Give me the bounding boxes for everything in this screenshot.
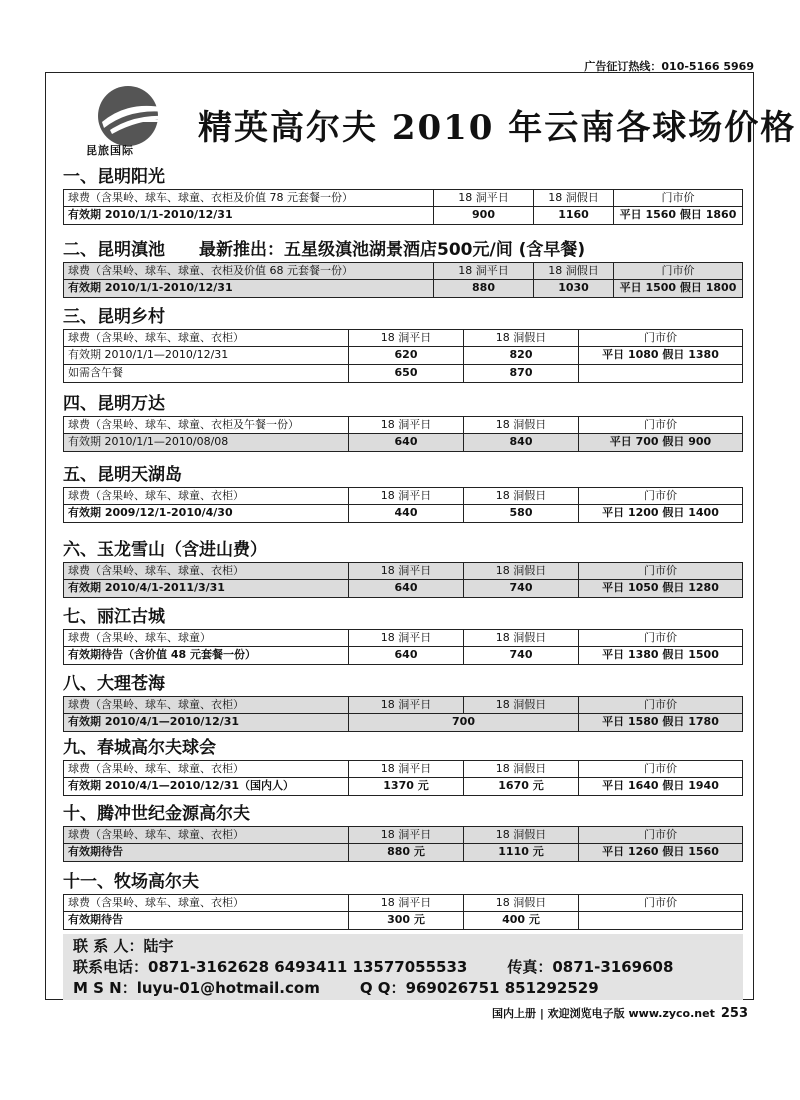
section-6 <box>63 538 743 598</box>
section-title-text: 六、玉龙雪山（含进山费） <box>63 540 267 560</box>
table-cell-c3: 18 洞假日 <box>464 630 579 646</box>
contact-person: 陆宇 <box>143 937 174 955</box>
table-cell-c4: 门市价 <box>661 264 695 277</box>
table-cell-c2: 18 洞平日 <box>349 417 464 433</box>
section-4 <box>63 392 743 452</box>
table-header-row <box>63 262 743 280</box>
table-cell-c3: 580 <box>464 505 579 522</box>
table-cell-c1: 球费（含果岭、球车、球童、衣柜） <box>64 488 349 504</box>
table-cell-c1: 球费（含果岭、球车、球童、衣柜及价值 68 元套餐一份） <box>64 263 434 279</box>
table-cell-c4: 平日 1080 假日 1380 <box>602 348 719 361</box>
section-title <box>63 392 743 416</box>
table-cell-c3: 18 洞假日 <box>464 895 579 911</box>
table-cell-c2: 640 <box>349 580 464 597</box>
contact-box <box>63 934 743 1000</box>
table-cell-c4 <box>579 365 742 382</box>
section-title <box>63 165 743 189</box>
section-5 <box>63 463 743 523</box>
table-cell-c2: 18 洞平日 <box>349 563 464 579</box>
page-title: 精英高尔夫 2010 年云南各球场价格 <box>198 108 797 148</box>
table-cell-c3: 18 洞假日 <box>464 330 579 346</box>
table-cell-c2: 18 洞平日 <box>434 263 534 279</box>
table-cell-c2: 650 <box>349 365 464 382</box>
section-title <box>63 802 743 826</box>
table-cell-c3: 18 洞假日 <box>534 190 614 206</box>
contact-msn-label: M S N： <box>73 979 137 997</box>
table-cell-c4: 平日 1640 假日 1940 <box>602 779 719 792</box>
section-title-text: 一、昆明阳光 <box>63 167 165 187</box>
section-title <box>63 538 743 562</box>
table-cell-c1: 球费（含果岭、球车、球童、衣柜） <box>64 827 349 843</box>
page-number: 253 <box>720 1006 748 1021</box>
table-cell-c2: 440 <box>349 505 464 522</box>
table-cell-c2: 18 洞平日 <box>349 761 464 777</box>
table-cell-c2: 18 洞平日 <box>434 190 534 206</box>
table-row <box>63 505 743 523</box>
section-title-text: 八、大理苍海 <box>63 674 165 694</box>
section-3 <box>63 305 743 383</box>
table-row <box>63 778 743 796</box>
section-title-text: 四、昆明万达 <box>63 394 165 414</box>
table-row <box>63 912 743 930</box>
table-cell-c1: 有效期待告（含价值 48 元套餐一份） <box>64 647 349 664</box>
table-row <box>63 714 743 732</box>
contact-person-label: 联 系 人： <box>73 937 144 955</box>
table-cell-c2: 18 洞平日 <box>349 330 464 346</box>
table-cell-c1: 有效期待告 <box>64 844 349 861</box>
table-header-row <box>63 696 743 714</box>
table-cell-c4: 门市价 <box>644 564 677 577</box>
table-cell-c4: 平日 1560 假日 1860 <box>619 208 737 221</box>
table-cell-c2: 640 <box>349 647 464 664</box>
table-header-row <box>63 487 743 505</box>
table-cell-c4: 平日 1500 假日 1800 <box>619 281 737 294</box>
section-title-text: 十、腾冲世纪金源高尔夫 <box>63 804 250 824</box>
section-title-text: 二、昆明滇池 <box>63 240 165 260</box>
section-9 <box>63 736 743 796</box>
table-cell-c3: 740 <box>464 580 579 597</box>
table-cell-c1: 球费（含果岭、球车、球童、衣柜） <box>64 330 349 346</box>
table-cell-c2: 900 <box>434 207 534 224</box>
table-cell-c4: 平日 1260 假日 1560 <box>602 845 719 858</box>
contact-phone: 0871-3162628 6493411 13577055533 <box>148 958 468 976</box>
table-cell-c1: 球费（含果岭、球车、球童、衣柜） <box>64 895 349 911</box>
table-header-row <box>63 189 743 207</box>
table-cell-c1: 球费（含果岭、球车、球童、衣柜） <box>64 563 349 579</box>
section-title-text: 七、丽江古城 <box>63 607 165 627</box>
table-cell-c1: 有效期 2010/4/1-2011/3/31 <box>64 580 349 597</box>
table-cell-c2: 640 <box>349 434 464 451</box>
table-cell-c1: 球费（含果岭、球车、球童、衣柜及价值 78 元套餐一份） <box>64 190 434 206</box>
section-2 <box>63 238 743 298</box>
table-cell-c4: 平日 1380 假日 1500 <box>602 648 719 661</box>
table-row <box>63 647 743 665</box>
table-header-row <box>63 329 743 347</box>
table-cell-merged: 700 <box>349 714 579 731</box>
section-title <box>63 605 743 629</box>
table-cell-c4: 平日 1580 假日 1780 <box>602 715 719 728</box>
section-title <box>63 870 743 894</box>
section-title-text: 三、昆明乡村 <box>63 307 165 327</box>
table-cell-c1: 有效期 2010/4/1—2010/12/31（国内人） <box>64 778 349 795</box>
table-cell-c4: 门市价 <box>644 331 677 344</box>
section-7 <box>63 605 743 665</box>
table-header-row <box>63 562 743 580</box>
table-cell-c1: 有效期待告 <box>64 912 349 929</box>
table-cell-c3: 840 <box>464 434 579 451</box>
table-cell-c4: 平日 1200 假日 1400 <box>602 506 719 519</box>
table-cell-c3: 18 洞假日 <box>464 761 579 777</box>
table-cell-c3: 18 洞假日 <box>464 488 579 504</box>
ad-hotline: 广告征订热线：010-5166 5969 <box>584 60 754 73</box>
contact-msn: luyu-01@hotmail.com <box>136 979 320 997</box>
table-cell-c1: 有效期 2009/12/1-2010/4/30 <box>64 505 349 522</box>
table-cell-c3: 18 洞假日 <box>464 417 579 433</box>
section-title-text: 五、昆明天湖岛 <box>63 465 182 485</box>
section-10 <box>63 802 743 862</box>
table-cell-c4: 门市价 <box>644 418 677 431</box>
section-title-text: 九、春城高尔夫球会 <box>63 738 216 758</box>
contact-fax: 0871-3169608 <box>552 958 674 976</box>
table-cell-c1: 有效期 2010/1/1—2010/12/31 <box>64 347 349 364</box>
table-cell-c1: 球费（含果岭、球车、球童） <box>64 630 349 646</box>
contact-fax-label: 传真： <box>507 958 553 976</box>
table-cell-c2: 620 <box>349 347 464 364</box>
table-cell-c3: 740 <box>464 647 579 664</box>
table-cell-c3: 1160 <box>534 207 614 224</box>
table-cell-c2: 18 洞平日 <box>349 697 464 713</box>
table-header-row <box>63 894 743 912</box>
table-cell-c4: 门市价 <box>644 828 677 841</box>
table-cell-c3: 18 洞假日 <box>534 263 614 279</box>
table-row <box>63 347 743 365</box>
table-row <box>63 580 743 598</box>
table-cell-c3: 1670 元 <box>464 778 579 795</box>
footer-text: 国内上册 | 欢迎浏览电子版 www.zyco.net <box>492 1007 715 1020</box>
table-cell-c2: 18 洞平日 <box>349 827 464 843</box>
table-cell-c4: 门市价 <box>661 191 695 204</box>
table-cell-c3: 870 <box>464 365 579 382</box>
table-cell-c3: 1030 <box>534 280 614 297</box>
table-row <box>63 207 743 225</box>
table-cell-c3: 1110 元 <box>464 844 579 861</box>
section-title <box>63 672 743 696</box>
section-8 <box>63 672 743 732</box>
table-cell-c1: 有效期 2010/1/1—2010/08/08 <box>64 434 349 451</box>
contact-qq: 969026751 851292529 <box>405 979 599 997</box>
table-row <box>63 434 743 452</box>
table-cell-c1: 球费（含果岭、球车、球童、衣柜及午餐一份） <box>64 417 349 433</box>
table-cell-c3: 820 <box>464 347 579 364</box>
table-header-row <box>63 826 743 844</box>
table-cell-c2: 18 洞平日 <box>349 488 464 504</box>
table-cell-c3: 18 洞假日 <box>464 697 579 713</box>
table-header-row <box>63 416 743 434</box>
table-cell-c1: 有效期 2010/1/1-2010/12/31 <box>64 280 434 297</box>
table-cell-c2: 880 元 <box>349 844 464 861</box>
section-1 <box>63 165 743 225</box>
section-title <box>63 305 743 329</box>
table-cell-c2: 300 元 <box>349 912 464 929</box>
section-title-text: 十一、牧场高尔夫 <box>63 872 199 892</box>
section-11 <box>63 870 743 930</box>
section-promo: 最新推出：五星级滇池湖景酒店500元/间 (含早餐) <box>199 240 586 260</box>
table-cell-c4: 门市价 <box>644 896 677 909</box>
table-cell-c4 <box>579 912 742 929</box>
table-cell-c1: 有效期 2010/4/1—2010/12/31 <box>64 714 349 731</box>
table-cell-c1: 如需含午餐 <box>64 365 349 382</box>
table-cell-c2: 880 <box>434 280 534 297</box>
table-cell-c3: 18 洞假日 <box>464 563 579 579</box>
table-header-row <box>63 629 743 647</box>
table-cell-c2: 1370 元 <box>349 778 464 795</box>
table-cell-c1: 球费（含果岭、球车、球童、衣柜） <box>64 697 349 713</box>
page-footer <box>492 1005 748 1021</box>
table-row <box>63 844 743 862</box>
table-cell-c3: 18 洞假日 <box>464 827 579 843</box>
section-title <box>63 736 743 760</box>
contact-phone-label: 联系电话： <box>73 958 149 976</box>
table-header-row <box>63 760 743 778</box>
table-cell-c1: 有效期 2010/1/1-2010/12/31 <box>64 207 434 224</box>
table-cell-c4: 平日 1050 假日 1280 <box>602 581 719 594</box>
table-row <box>63 280 743 298</box>
table-cell-c4: 门市价 <box>644 489 677 502</box>
table-cell-c4: 平日 700 假日 900 <box>609 435 712 448</box>
table-cell-c3: 400 元 <box>464 912 579 929</box>
section-title <box>63 238 743 262</box>
contact-qq-label: Q Q： <box>359 979 406 997</box>
table-cell-c4: 门市价 <box>644 762 677 775</box>
table-row <box>63 365 743 383</box>
table-cell-c2: 18 洞平日 <box>349 895 464 911</box>
logo-text: 昆旅国际 <box>86 144 134 157</box>
table-cell-c2: 18 洞平日 <box>349 630 464 646</box>
table-cell-c4: 门市价 <box>644 631 677 644</box>
table-cell-c4: 门市价 <box>644 698 677 711</box>
section-title <box>63 463 743 487</box>
table-cell-c1: 球费（含果岭、球车、球童、衣柜） <box>64 761 349 777</box>
